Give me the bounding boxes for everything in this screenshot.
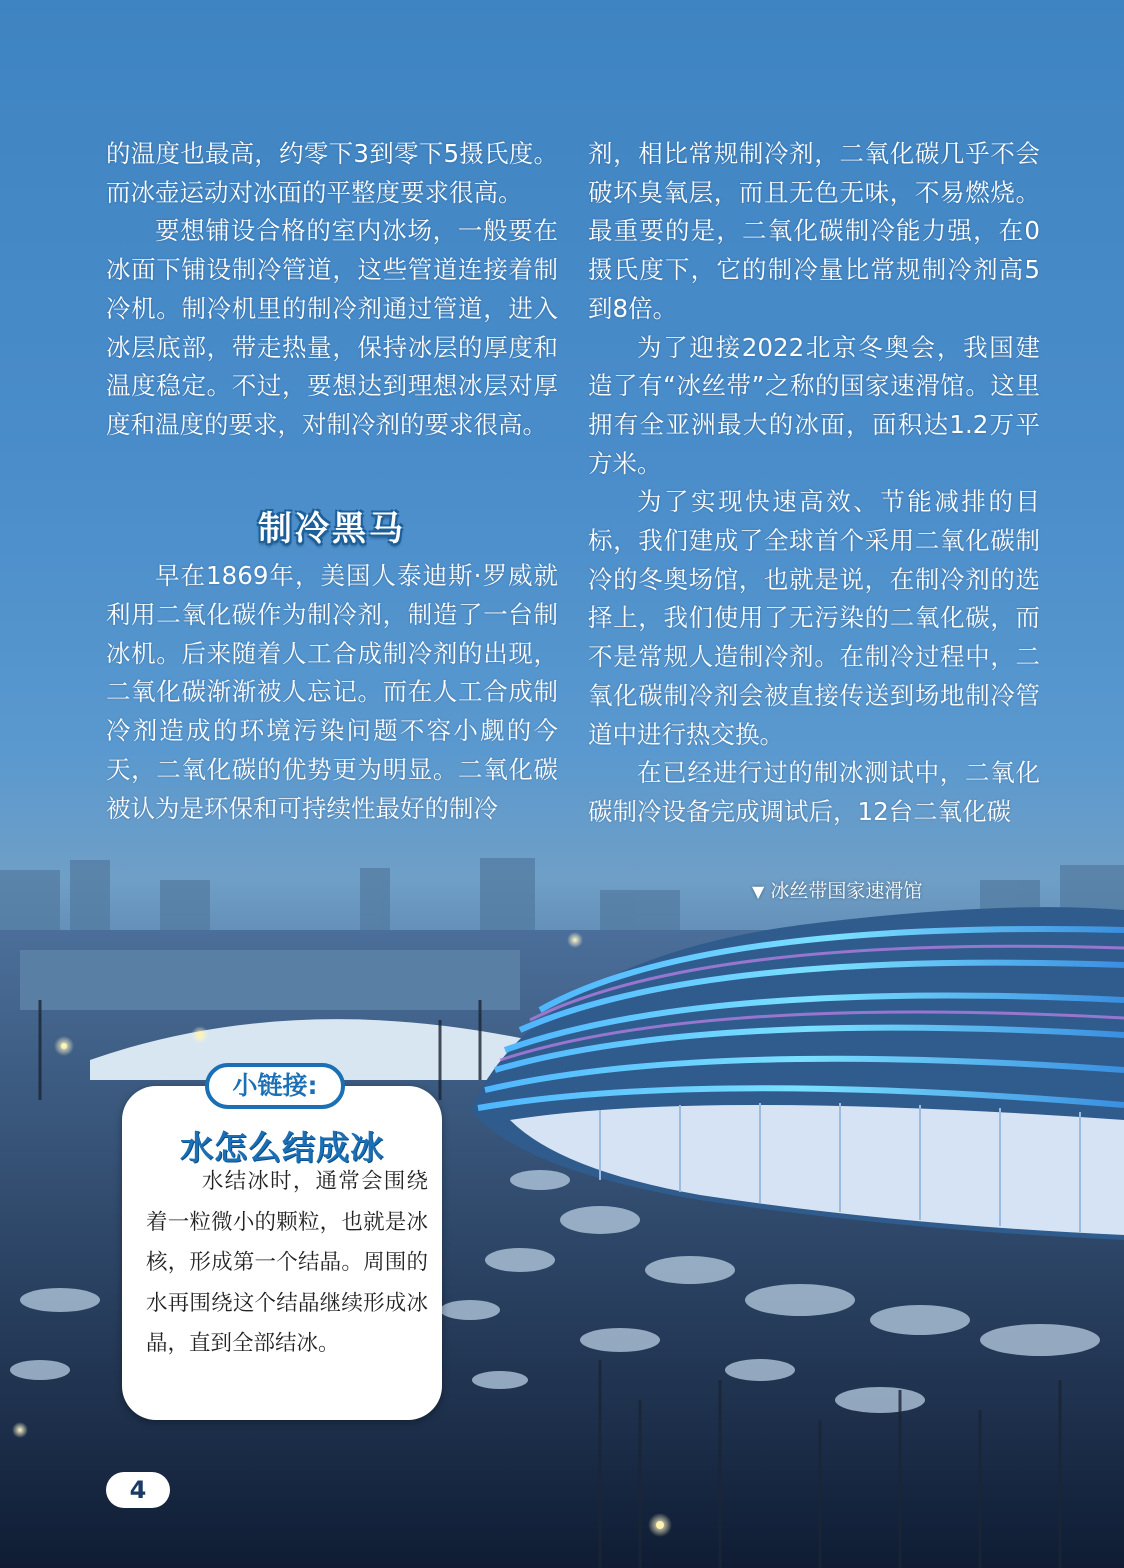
paragraph: 早在1869年，美国人泰迪斯·罗威就利用二氧化碳作为制冷剂，制造了一台制冰机。后来随着人工合成制冷剂的出现，二氧化碳渐渐被人忘记。而在人工合成制冷剂造成的环境污染问题不容小觑的今天，二氧化碳的优势更为明显。二氧化碳被认为是环保和可持续性最好的制冷 xyxy=(106,561,558,823)
text-column-left xyxy=(106,135,558,828)
section-heading: 制冷黑马 xyxy=(258,508,406,549)
caption-text: 冰丝带国家速滑馆 xyxy=(770,880,923,902)
paragraph: 要想铺设合格的室内冰场，一般要在冰面下铺设制冷管道，这些管道连接着制冷机。制冷机里的制冷剂通过管道，进入冰层底部，带走热量，保持冰层的厚度和温度稳定。不过，要想达到理想冰层对厚度和温度的要求，对制冷剂的要求很高。 xyxy=(106,216,558,439)
paragraph: 的温度也最高，约零下3到零下5摄氏度。而冰壶运动对冰面的平整度要求很高。 xyxy=(106,139,558,207)
photo-caption xyxy=(752,876,922,903)
sidebar-title: 水怎么结成冰 xyxy=(180,1128,384,1167)
sidebar-box xyxy=(122,1086,442,1420)
paragraph: 在已经进行过的制冰测试中，二氧化碳制冷设备完成调试后，12台二氧化碳 xyxy=(588,758,1040,826)
paragraph: 为了迎接2022北京冬奥会，我国建造了有“冰丝带”之称的国家速滑馆。这里拥有全亚洲最大的冰面，面积达1.2万平方米。 xyxy=(588,332,1040,478)
text-column-right xyxy=(588,135,1040,832)
page-number: 4 xyxy=(106,1472,170,1508)
paragraph: 剂，相比常规制冷剂，二氧化碳几乎不会破坏臭氧层，而且无色无味，不易燃烧。最重要的是，二氧化碳制冷能力强，在0摄氏度下，它的制冷量比常规制冷剂高5到8倍。 xyxy=(588,139,1040,323)
triangle-down-icon: ▼ xyxy=(752,882,765,901)
paragraph: 为了实现快速高效、节能减排的目标，我们建成了全球首个采用二氧化碳制冷的冬奥场馆，也就是说，在制冷剂的选择上，我们使用了无污染的二氧化碳，而不是常规人造制冷剂。在制冷过程中，二氧化碳制冷剂会被直接传送到场地制冷管道中进行热交换。 xyxy=(588,487,1040,749)
sidebar-tab-label: 小链接: xyxy=(205,1063,345,1109)
sidebar-text: 水结冰时，通常会围绕着一粒微小的颗粒，也就是冰核，形成第一个结晶。周围的水再围绕这个结晶继续形成冰晶，直到全部结冰。 xyxy=(146,1169,428,1357)
